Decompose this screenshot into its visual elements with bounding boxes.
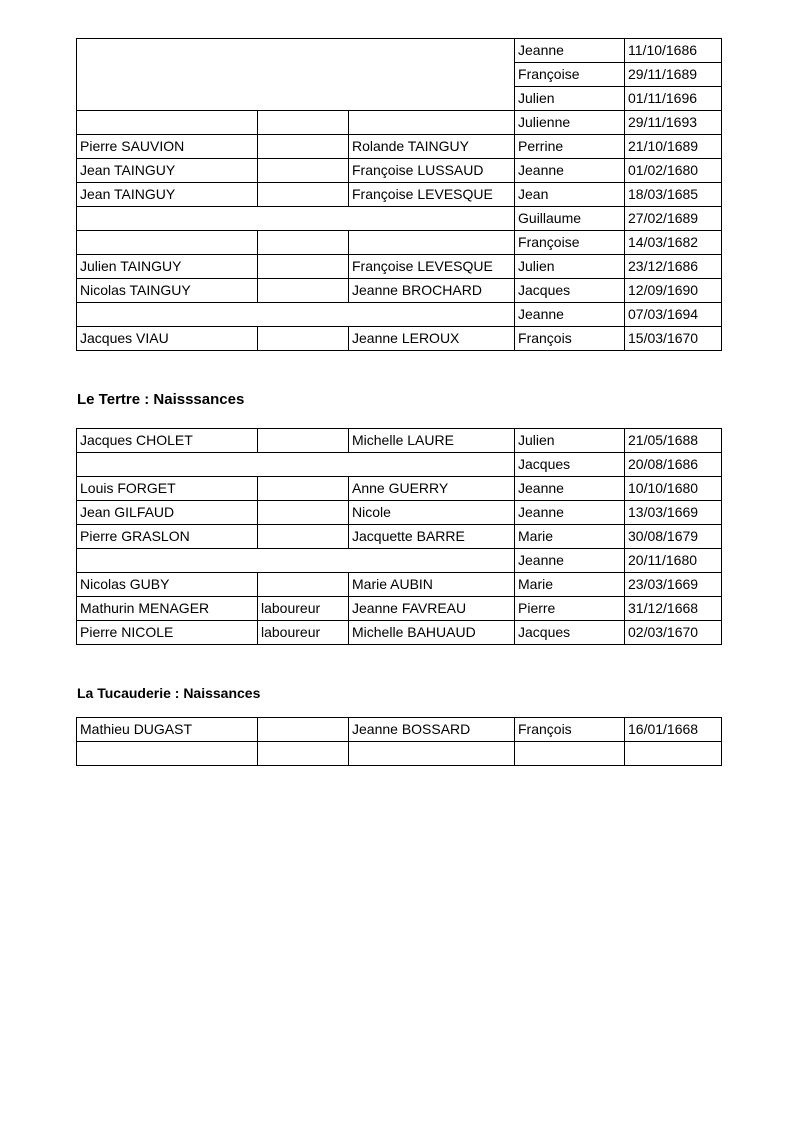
child-cell: Pierre (515, 597, 625, 621)
child-cell: Jacques (515, 621, 625, 645)
occupation-cell (258, 525, 349, 549)
table-row (77, 159, 722, 183)
occupation-cell: laboureur (258, 621, 349, 645)
mother-cell: Rolande TAINGUY (349, 135, 515, 159)
date-cell: 20/11/1680 (625, 549, 722, 573)
section-title-la-tucauderie: La Tucauderie : Naissances (77, 685, 261, 701)
section-title-le-tertre: Le Tertre : Naisssances (77, 391, 245, 408)
child-cell: Julien (515, 255, 625, 279)
father-cell: Mathurin MENAGER (77, 597, 258, 621)
date-cell: 23/12/1686 (625, 255, 722, 279)
blank-cell (77, 303, 515, 327)
date-cell: 11/10/1686 (625, 39, 722, 63)
occupation-cell (258, 159, 349, 183)
child-cell: Julienne (515, 111, 625, 135)
table-row (77, 742, 722, 766)
mother-cell (349, 742, 515, 766)
mother-cell: Marie AUBIN (349, 573, 515, 597)
date-cell: 29/11/1693 (625, 111, 722, 135)
occupation-cell (258, 279, 349, 303)
father-cell: Pierre NICOLE (77, 621, 258, 645)
father-cell: Jean TAINGUY (77, 159, 258, 183)
child-cell: François (515, 327, 625, 351)
blank-cell (77, 549, 515, 573)
child-cell: Jeanne (515, 39, 625, 63)
child-cell: Jacques (515, 453, 625, 477)
occupation-cell (258, 111, 349, 135)
table-row (77, 327, 722, 351)
table-row (77, 429, 722, 453)
blank-cell (77, 39, 515, 111)
mother-cell: Jeanne BROCHARD (349, 279, 515, 303)
date-cell: 10/10/1680 (625, 477, 722, 501)
father-cell: Jean GILFAUD (77, 501, 258, 525)
child-cell: Jacques (515, 279, 625, 303)
child-cell: Guillaume (515, 207, 625, 231)
mother-cell: Anne GUERRY (349, 477, 515, 501)
mother-cell: Françoise LEVESQUE (349, 183, 515, 207)
mother-cell (349, 111, 515, 135)
occupation-cell (258, 327, 349, 351)
mother-cell: Michelle BAHUAUD (349, 621, 515, 645)
date-cell: 01/02/1680 (625, 159, 722, 183)
mother-cell: Nicole (349, 501, 515, 525)
mother-cell: Jeanne BOSSARD (349, 718, 515, 742)
date-cell: 02/03/1670 (625, 621, 722, 645)
occupation-cell (258, 231, 349, 255)
date-cell: 14/03/1682 (625, 231, 722, 255)
child-cell: Julien (515, 429, 625, 453)
child-cell: Jeanne (515, 159, 625, 183)
date-cell: 13/03/1669 (625, 501, 722, 525)
child-cell: Jeanne (515, 501, 625, 525)
father-cell: Nicolas GUBY (77, 573, 258, 597)
occupation-cell (258, 255, 349, 279)
births-table-le-tertre (76, 428, 722, 645)
mother-cell: Jeanne FAVREAU (349, 597, 515, 621)
occupation-cell (258, 742, 349, 766)
occupation-cell (258, 477, 349, 501)
child-cell: Jeanne (515, 303, 625, 327)
occupation-cell (258, 429, 349, 453)
births-table-continued (76, 38, 722, 351)
father-cell: Julien TAINGUY (77, 255, 258, 279)
date-cell: 20/08/1686 (625, 453, 722, 477)
date-cell: 23/03/1669 (625, 573, 722, 597)
date-cell: 21/10/1689 (625, 135, 722, 159)
occupation-cell: laboureur (258, 597, 349, 621)
date-cell: 18/03/1685 (625, 183, 722, 207)
occupation-cell (258, 135, 349, 159)
father-cell: Pierre SAUVION (77, 135, 258, 159)
occupation-cell (258, 501, 349, 525)
table-row (77, 573, 722, 597)
mother-cell: Jeanne LEROUX (349, 327, 515, 351)
date-cell: 01/11/1696 (625, 87, 722, 111)
table-row (77, 621, 722, 645)
table-row (77, 207, 722, 231)
table-row (77, 718, 722, 742)
table-row (77, 501, 722, 525)
table-row (77, 111, 722, 135)
table-row (77, 525, 722, 549)
table-row (77, 135, 722, 159)
father-cell: Nicolas TAINGUY (77, 279, 258, 303)
mother-cell: Jacquette BARRE (349, 525, 515, 549)
mother-cell: Françoise LUSSAUD (349, 159, 515, 183)
date-cell: 27/02/1689 (625, 207, 722, 231)
child-cell: Jeanne (515, 549, 625, 573)
table-row (77, 549, 722, 573)
child-cell: Julien (515, 87, 625, 111)
mother-cell: Françoise LEVESQUE (349, 255, 515, 279)
occupation-cell (258, 573, 349, 597)
child-cell: Françoise (515, 231, 625, 255)
date-cell: 29/11/1689 (625, 63, 722, 87)
father-cell (77, 111, 258, 135)
occupation-cell (258, 718, 349, 742)
child-cell: François (515, 718, 625, 742)
table-row (77, 597, 722, 621)
child-cell: Jean (515, 183, 625, 207)
occupation-cell (258, 183, 349, 207)
father-cell: Mathieu DUGAST (77, 718, 258, 742)
child-cell: Marie (515, 525, 625, 549)
blank-cell (77, 453, 515, 477)
table-row (77, 303, 722, 327)
father-cell: Jacques CHOLET (77, 429, 258, 453)
date-cell: 15/03/1670 (625, 327, 722, 351)
date-cell: 31/12/1668 (625, 597, 722, 621)
father-cell (77, 742, 258, 766)
child-cell: Jeanne (515, 477, 625, 501)
father-cell (77, 231, 258, 255)
date-cell: 30/08/1679 (625, 525, 722, 549)
mother-cell: Michelle LAURE (349, 429, 515, 453)
date-cell: 12/09/1690 (625, 279, 722, 303)
table-row (77, 231, 722, 255)
table-row (77, 183, 722, 207)
father-cell: Pierre GRASLON (77, 525, 258, 549)
table-row (77, 477, 722, 501)
child-cell (515, 742, 625, 766)
father-cell: Jean TAINGUY (77, 183, 258, 207)
births-table-la-tucauderie (76, 717, 722, 766)
blank-cell (77, 207, 515, 231)
child-cell: Perrine (515, 135, 625, 159)
date-cell (625, 742, 722, 766)
date-cell: 07/03/1694 (625, 303, 722, 327)
date-cell: 16/01/1668 (625, 718, 722, 742)
table-row (77, 255, 722, 279)
date-cell: 21/05/1688 (625, 429, 722, 453)
father-cell: Jacques VIAU (77, 327, 258, 351)
table-row (77, 279, 722, 303)
child-cell: Marie (515, 573, 625, 597)
table-row (77, 453, 722, 477)
father-cell: Louis FORGET (77, 477, 258, 501)
child-cell: Françoise (515, 63, 625, 87)
table-row (77, 39, 722, 63)
mother-cell (349, 231, 515, 255)
